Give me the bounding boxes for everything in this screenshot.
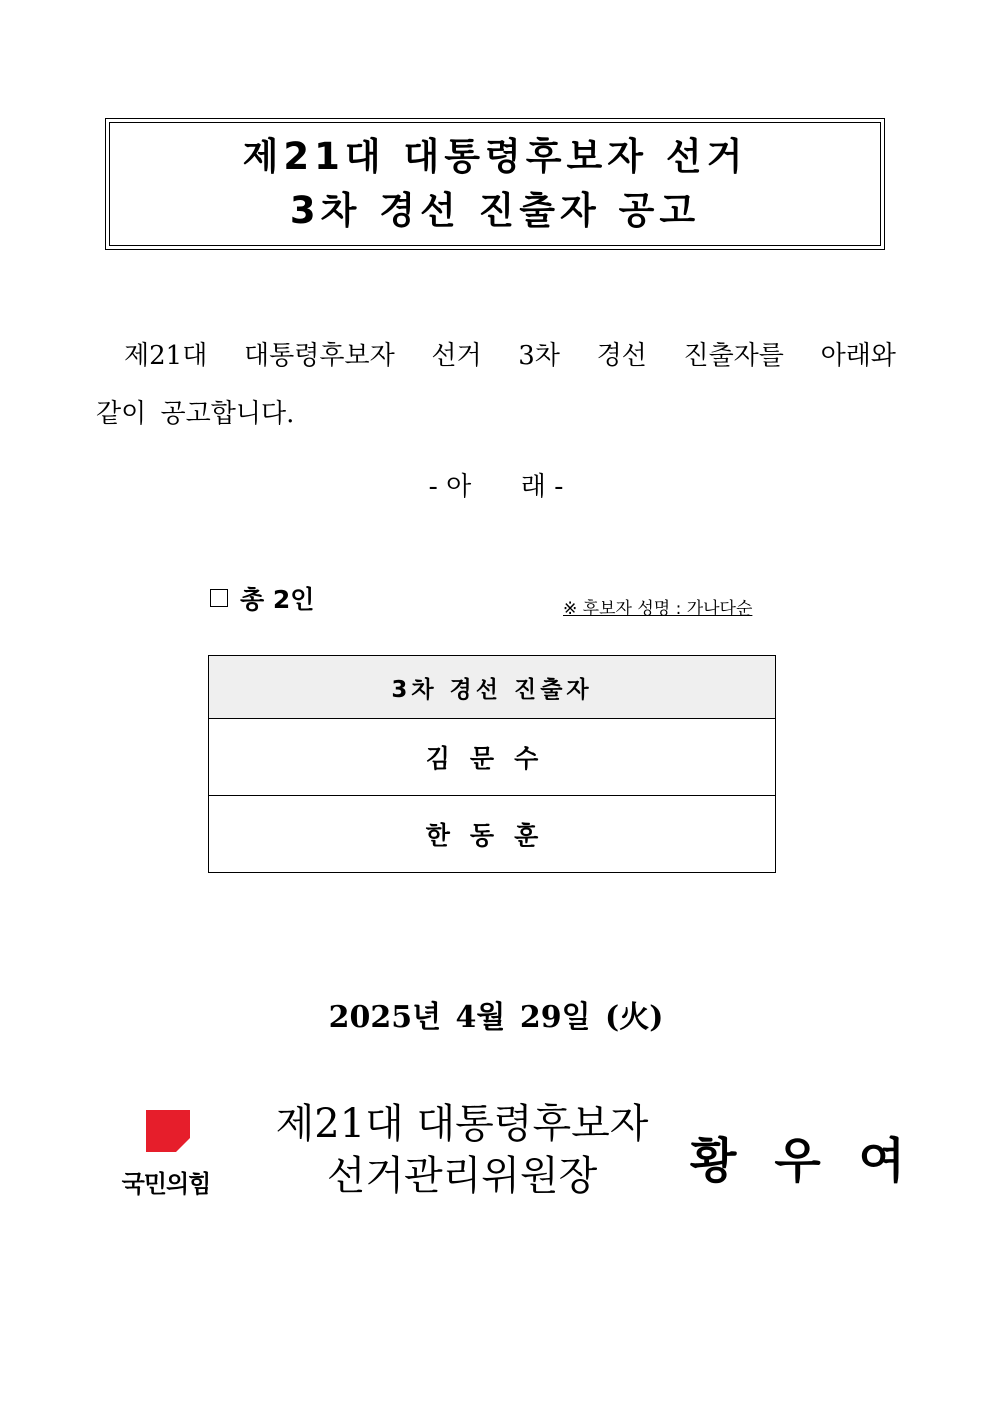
chair-name bbox=[690, 1122, 905, 1191]
title-inner-frame bbox=[109, 122, 881, 246]
party-logo-icon bbox=[110, 1108, 222, 1164]
table-row: 한동훈 bbox=[425, 821, 559, 850]
intro-word: 3차 bbox=[518, 341, 560, 371]
title-line-1: 제21대 대통령후보자 선거 bbox=[242, 135, 748, 178]
intro-word: 진출자를 bbox=[683, 341, 784, 371]
committee-line-2: 선거관리위원장 bbox=[326, 1153, 598, 1199]
announcement-date: 2025년 4월 29일 (火) bbox=[328, 1000, 664, 1035]
party-logo bbox=[110, 1108, 222, 1200]
chair-name-char: 황 bbox=[690, 1133, 737, 1189]
title-line-2: 3차 경선 진출자 공고 bbox=[289, 189, 701, 232]
intro-word: 아래와 bbox=[820, 341, 896, 371]
party-logo-text: 국민의힘 bbox=[121, 1170, 211, 1198]
below-marker: - 아 래 - bbox=[428, 472, 564, 502]
intro-line-1 bbox=[96, 327, 896, 385]
chair-name-char: 여 bbox=[858, 1133, 905, 1189]
table-row: 김문수 bbox=[209, 719, 775, 796]
total-count bbox=[210, 580, 314, 616]
candidate-table bbox=[208, 655, 776, 873]
committee-line-1: 제21대 대통령후보자 bbox=[275, 1101, 649, 1147]
intro-word: 대통령후보자 bbox=[243, 341, 395, 371]
title-box bbox=[105, 118, 885, 250]
committee-title bbox=[252, 1098, 672, 1202]
table-header: 3차 경선 진출자 bbox=[209, 656, 775, 719]
checkbox-icon bbox=[210, 589, 228, 607]
intro-word: 경선 bbox=[596, 341, 647, 371]
sort-note: ※ 후보자 성명 : 가나다순 bbox=[563, 599, 753, 619]
intro-paragraph bbox=[96, 327, 896, 443]
intro-word: 제21대 bbox=[124, 341, 208, 371]
intro-line-2: 같이 공고합니다. bbox=[96, 399, 295, 429]
total-label: 총 2인 bbox=[240, 585, 315, 614]
chair-name-char: 우 bbox=[774, 1133, 821, 1189]
intro-word: 선거 bbox=[431, 341, 482, 371]
